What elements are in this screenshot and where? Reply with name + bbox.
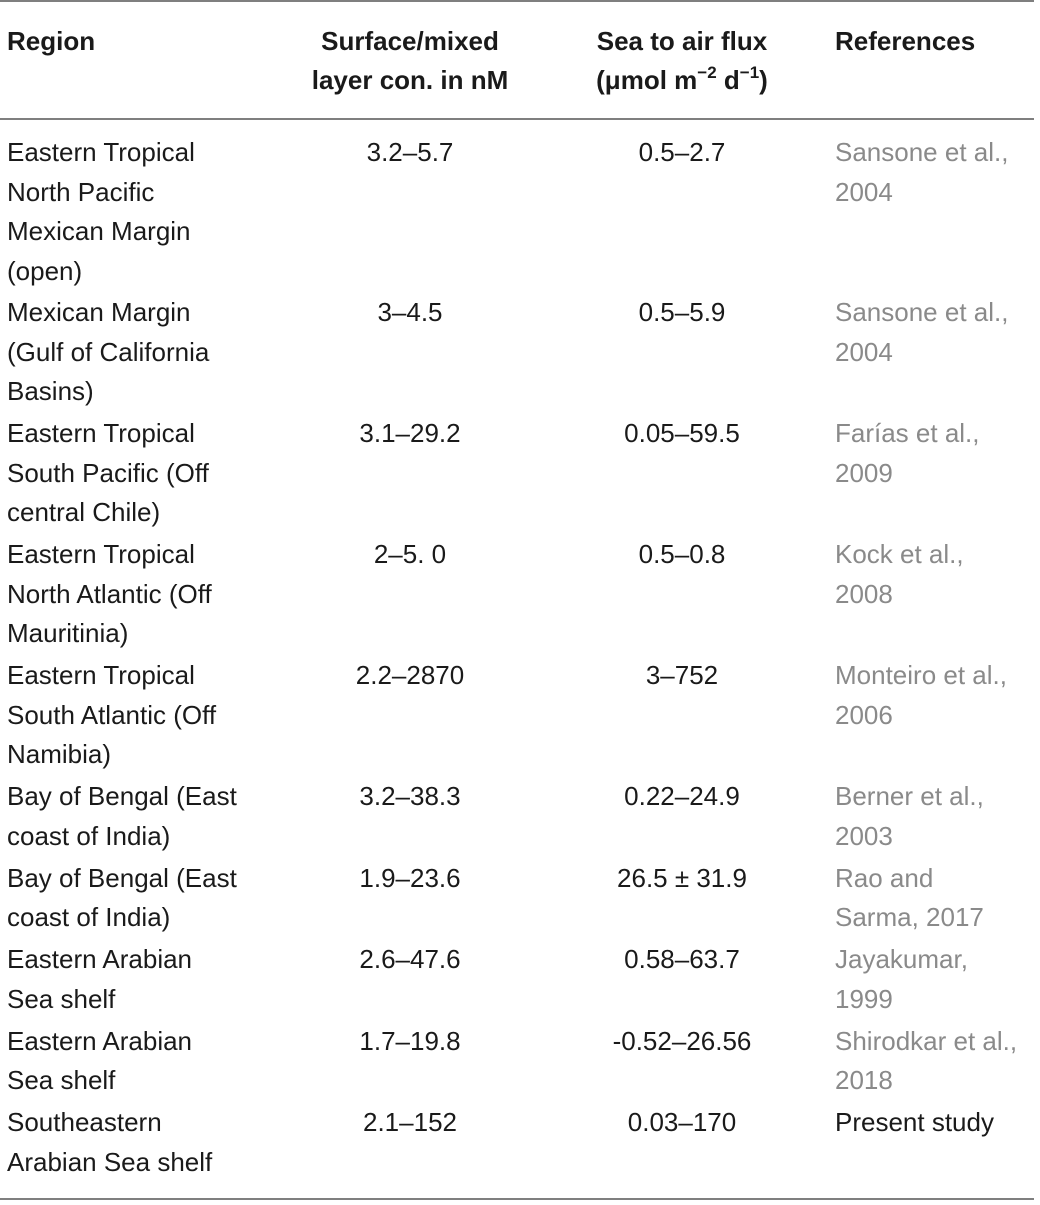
reference-line: Present study (835, 1107, 994, 1137)
header-references-label: References (835, 26, 976, 56)
flux-value: 0.05–59.5 (624, 418, 740, 448)
cell-reference-link[interactable] (835, 656, 1035, 735)
reference-line[interactable]: Kock et al., (835, 539, 964, 569)
cell-region (7, 656, 277, 775)
concentration-value: 3.1–29.2 (359, 418, 461, 448)
region-line: Sea shelf (7, 1065, 116, 1095)
flux-value: 0.03–170 (627, 1107, 737, 1137)
concentration-value: 2.2–2870 (355, 660, 465, 690)
cell-concentration (290, 535, 530, 575)
table-row (0, 656, 1034, 777)
cell-concentration (290, 1103, 530, 1143)
cell-flux (557, 293, 807, 333)
concentration-value: 3.2–38.3 (359, 781, 461, 811)
table-row (0, 1022, 1034, 1104)
cell-flux (557, 859, 807, 899)
region-line: North Atlantic (Off (7, 578, 212, 609)
cell-reference-link[interactable] (835, 133, 1035, 212)
cell-reference-link[interactable] (835, 940, 1035, 1019)
header-concentration-line1: Surface/mixed (321, 26, 499, 56)
reference-line[interactable]: Sansone et al., (835, 137, 1009, 167)
region-line: central Chile) (7, 497, 161, 527)
reference-line[interactable]: 1999 (835, 983, 893, 1014)
header-flux-unit-suffix: ) (759, 65, 768, 95)
flux-value: 0.5–0.8 (638, 539, 726, 569)
concentration-value: 1.7–19.8 (359, 1025, 461, 1056)
reference-line[interactable]: Shirodkar et al., (835, 1025, 1018, 1056)
cell-reference-link[interactable] (835, 859, 1035, 938)
cell-region (7, 293, 277, 412)
cell-region (7, 1103, 277, 1182)
region-line: Eastern Tropical (7, 418, 195, 448)
cell-region (7, 414, 277, 533)
table-body (0, 133, 1034, 1185)
table-bottom-rule (0, 1198, 1034, 1200)
region-line: Bay of Bengal (East (7, 781, 237, 811)
reference-line[interactable]: Rao and (835, 862, 934, 893)
reference-line[interactable]: 2009 (835, 457, 893, 488)
cell-region (7, 535, 277, 654)
reference-line[interactable]: 2006 (835, 699, 893, 730)
region-line: Mexican Margin (7, 216, 191, 246)
reference-line[interactable]: Sarma, 2017 (835, 902, 984, 932)
cell-flux (557, 414, 807, 454)
cell-flux (557, 656, 807, 696)
cell-reference-link[interactable] (835, 414, 1035, 493)
region-line: Eastern Tropical (7, 137, 195, 167)
region-line: Basins) (7, 376, 94, 406)
flux-value: 26.5 ± 31.9 (617, 862, 747, 893)
region-line: Eastern Arabian (7, 944, 193, 974)
cell-concentration (290, 1022, 530, 1062)
header-flux-exp1: −2 (697, 63, 717, 83)
concentration-value: 3–4.5 (377, 297, 443, 327)
concentration-value: 1.9–23.6 (359, 862, 461, 893)
table-row (0, 1103, 1034, 1185)
region-line: South Pacific (Off (7, 457, 209, 488)
reference-line[interactable]: Sansone et al., (835, 297, 1009, 327)
cell-concentration (290, 656, 530, 696)
reference-line[interactable]: Jayakumar, (835, 944, 968, 974)
cell-flux (557, 1022, 807, 1062)
region-line: Bay of Bengal (East (7, 862, 237, 893)
cell-concentration (290, 777, 530, 817)
header-flux (557, 22, 807, 100)
reference-line[interactable]: 2018 (835, 1065, 893, 1095)
cell-reference (835, 1103, 1035, 1143)
cell-concentration (290, 859, 530, 899)
table-row (0, 133, 1034, 293)
cell-concentration (290, 293, 530, 333)
flux-value: 3–752 (645, 660, 719, 690)
header-flux-unit-prefix: (μmol m (596, 65, 698, 95)
region-line: North Pacific (7, 176, 155, 207)
region-line: Eastern Arabian (7, 1025, 193, 1056)
cell-concentration (290, 414, 530, 454)
reference-line[interactable]: 2004 (835, 176, 893, 207)
table-header-rule (0, 118, 1034, 120)
table-row (0, 859, 1034, 941)
header-flux-unit-mid: d (716, 65, 740, 95)
cell-region (7, 133, 277, 291)
header-concentration-line2: layer con. in nM (311, 65, 509, 95)
header-references (835, 22, 975, 61)
reference-line[interactable]: 2008 (835, 578, 893, 609)
concentration-value: 2.1–152 (363, 1107, 457, 1137)
concentration-value: 2.6–47.6 (359, 944, 461, 974)
reference-line[interactable]: 2003 (835, 820, 893, 851)
region-line: South Atlantic (Off (7, 699, 217, 730)
table-row (0, 414, 1034, 535)
reference-line[interactable]: Monteiro et al., (835, 660, 1007, 690)
header-region-label: Region (7, 26, 96, 56)
cell-reference-link[interactable] (835, 1022, 1035, 1101)
header-region (7, 22, 95, 61)
cell-concentration (290, 940, 530, 980)
reference-line[interactable]: 2004 (835, 336, 893, 367)
region-line: Eastern Tropical (7, 539, 195, 569)
table-row (0, 940, 1034, 1022)
region-line: Eastern Tropical (7, 660, 195, 690)
region-line: Mexican Margin (7, 297, 191, 327)
concentration-value: 2–5. 0 (373, 539, 447, 569)
table-header (0, 0, 1034, 118)
cell-region (7, 859, 277, 938)
cell-flux (557, 535, 807, 575)
table-row (0, 535, 1034, 656)
reference-line[interactable]: Berner et al., (835, 781, 984, 811)
header-concentration (290, 22, 530, 100)
cell-region (7, 777, 277, 856)
table-row (0, 777, 1034, 859)
cell-region (7, 1022, 277, 1101)
cell-region (7, 940, 277, 1019)
region-line: Sea shelf (7, 983, 116, 1014)
region-line: (Gulf of California (7, 336, 210, 367)
header-flux-exp2: −1 (739, 63, 760, 83)
cell-flux (557, 1103, 807, 1143)
region-line: Southeastern (7, 1107, 162, 1137)
region-line: (open) (7, 255, 83, 286)
header-flux-line1: Sea to air flux (596, 26, 768, 56)
reference-line[interactable]: Farías et al., (835, 418, 980, 448)
concentration-value: 3.2–5.7 (366, 137, 454, 167)
cell-concentration (290, 133, 530, 173)
cell-flux (557, 133, 807, 173)
cell-reference-link[interactable] (835, 293, 1035, 372)
flux-value: -0.52–26.56 (612, 1025, 752, 1056)
region-line: coast of India) (7, 820, 171, 851)
flux-value: 0.5–2.7 (638, 137, 726, 167)
flux-value: 0.58–63.7 (624, 944, 740, 974)
cell-flux (557, 940, 807, 980)
region-line: Namibia) (7, 739, 112, 769)
header-flux-line2 (557, 61, 807, 100)
region-line: coast of India) (7, 902, 171, 932)
cell-flux (557, 777, 807, 817)
region-line: Mauritinia) (7, 618, 129, 648)
flux-value: 0.5–5.9 (638, 297, 726, 327)
flux-value: 0.22–24.9 (624, 781, 740, 811)
region-line: Arabian Sea shelf (7, 1146, 213, 1177)
cell-reference-link[interactable] (835, 535, 1035, 614)
table-row (0, 293, 1034, 414)
cell-reference-link[interactable] (835, 777, 1035, 856)
